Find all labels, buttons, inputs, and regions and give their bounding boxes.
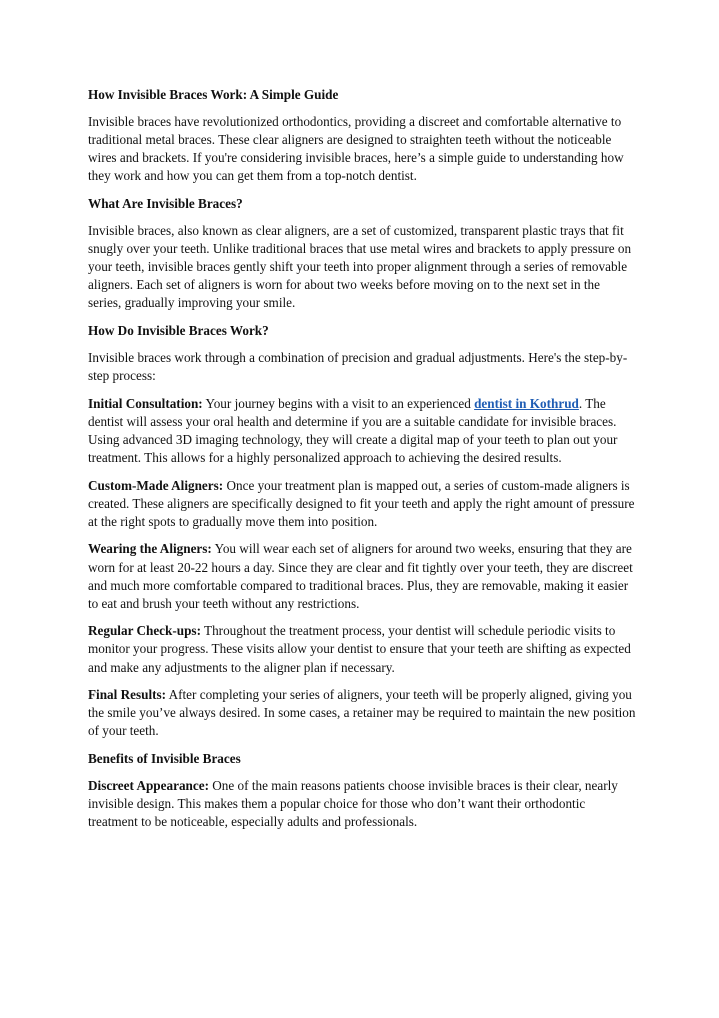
how-paragraph: Invisible braces work through a combination of precision and gradual adjustments. Here's the step-by-step process: — [88, 350, 628, 384]
wearing-aligners-paragraph — [88, 540, 636, 612]
what-paragraph: Invisible braces, also known as clear aligners, are a set of customized, transparent plastic trays that fit snugly over your teeth. Unlike traditional braces that use metal wires and brackets to apply pressure on your teeth, invisible braces gently shift your teeth into proper alignment through a series of removable aligners. Each set of aligners is worn for about two weeks before moving on to the next set in the series, gradually improving your smile. — [88, 223, 632, 311]
regular-checkups-label: Regular Check-ups: — [88, 623, 201, 639]
discreet-appearance-text: One of the main reasons patients choose invisible braces is their clear, nearly invisible design. This makes them a popular choice for those who don’t want their orthodontic treatment to be noticeable, especially adults and professionals. — [88, 778, 618, 830]
initial-consultation-label: Initial Consultation: — [88, 395, 203, 411]
heading-what-are-invisible-braces: What Are Invisible Braces? — [88, 195, 243, 211]
heading-how-do-they-work: How Do Invisible Braces Work? — [88, 323, 269, 339]
regular-checkups-text: Throughout the treatment process, your dentist will schedule periodic visits to monitor your progress. These visits allow your dentist to ensure that your teeth are shifting as expected and make any adjustments to the aligner plan if necessary. — [88, 623, 631, 675]
initial-consultation-text-b: . The dentist will assess your oral health and determine if you are a suitable candidate for invisible braces. Using advanced 3D imaging technology, they will create a digital map of your teeth to plan out your treatment. This allows for a highly personalized approach to achieving the desired results. — [88, 395, 618, 466]
heading-benefits: Benefits of Invisible Braces — [88, 750, 241, 766]
dentist-in-kothrud-link[interactable]: dentist in Kothrud — [474, 395, 579, 411]
final-results-paragraph — [88, 686, 636, 740]
wearing-aligners-label: Wearing the Aligners: — [88, 541, 212, 557]
document-title: How Invisible Braces Work: A Simple Guide — [88, 87, 339, 102]
discreet-appearance-paragraph — [88, 777, 636, 831]
wearing-aligners-text: You will wear each set of aligners for around two weeks, ensuring that they are worn for at least 20-22 hours a day. Since they are clear and fit tightly over your teeth, they are discreet and much more comfortable compared to traditional braces. Plus, they are removable, making it easier to eat and brush your teeth without any restrictions. — [88, 541, 633, 611]
initial-consultation-text-a: Your journey begins with a visit to an experienced — [202, 395, 475, 411]
custom-made-aligners-text: Once your treatment plan is mapped out, a series of custom-made aligners is created. These aligners are specifically designed to fit your teeth and apply the right amount of pressure at the right spots to gradually move them into position. — [88, 477, 635, 529]
intro-paragraph: Invisible braces have revolutionized orthodontics, providing a discreet and comfortable alternative to traditional metal braces. These clear aligners are designed to straighten teeth without the noticeable wires and brackets. If you're considering invisible braces, here’s a simple guide to understanding how they work and how you can get them from a top-notch dentist. — [88, 114, 624, 184]
final-results-label: Final Results: — [88, 687, 167, 703]
initial-consultation-paragraph — [88, 395, 636, 467]
final-results-text: After completing your series of aligners, your teeth will be properly aligned, giving you the smile you’ve always desired. In some cases, a retainer may be required to maintain the new position of your teeth. — [88, 687, 636, 739]
custom-made-aligners-label: Custom-Made Aligners: — [88, 477, 224, 493]
discreet-appearance-label: Discreet Appearance: — [88, 778, 209, 793]
regular-checkups-paragraph — [88, 622, 636, 676]
document-page — [88, 86, 636, 841]
custom-made-aligners-paragraph — [88, 477, 636, 531]
